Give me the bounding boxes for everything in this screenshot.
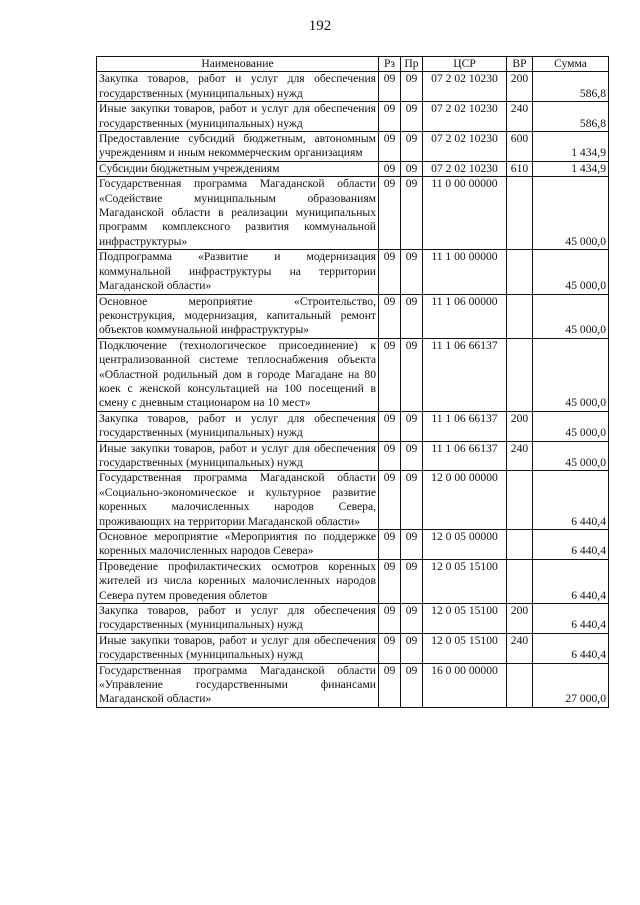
cell-vr: [507, 294, 533, 338]
cell-name: Закупка товаров, работ и услуг для обеспечения государственных (муниципальных) нужд: [97, 411, 379, 441]
cell-csr: 11 0 00 00000: [423, 177, 507, 250]
cell-sum: 1 434,9: [533, 132, 609, 162]
table-body: [97, 72, 609, 707]
table-row: [97, 663, 609, 707]
cell-vr: [507, 530, 533, 560]
cell-vr: [507, 177, 533, 250]
cell-rz: 09: [379, 102, 401, 132]
cell-csr: 16 0 00 00000: [423, 663, 507, 707]
cell-rz: 09: [379, 250, 401, 294]
cell-pr: 09: [401, 177, 423, 250]
table-row: [97, 102, 609, 132]
header-vr: ВР: [507, 57, 533, 72]
cell-vr: 240: [507, 102, 533, 132]
cell-pr: 09: [401, 559, 423, 603]
cell-csr: 07 2 02 10230: [423, 132, 507, 162]
cell-rz: 09: [379, 663, 401, 707]
cell-name: Государственная программа Магаданской области «Управление государственными финансами Магаданской области»: [97, 663, 379, 707]
cell-vr: 200: [507, 411, 533, 441]
cell-name: Подключение (технологическое присоединение) к централизованной системе теплоснабжения объекта «Областной родильный дом в городе Магадане на 80 коек с женской консультацией на 100 посещений в смену с дневным стационаром на 10 мест»: [97, 338, 379, 411]
cell-pr: 09: [401, 338, 423, 411]
cell-pr: 09: [401, 471, 423, 530]
header-csr: ЦСР: [423, 57, 507, 72]
cell-vr: 200: [507, 72, 533, 102]
header-name: Наименование: [97, 57, 379, 72]
cell-csr: 11 1 06 66137: [423, 338, 507, 411]
cell-csr: 07 2 02 10230: [423, 72, 507, 102]
table-row: [97, 294, 609, 338]
cell-sum: 45 000,0: [533, 177, 609, 250]
cell-vr: 600: [507, 132, 533, 162]
cell-rz: 09: [379, 441, 401, 471]
cell-sum: 45 000,0: [533, 338, 609, 411]
page-number: 192: [308, 18, 332, 34]
cell-sum: 45 000,0: [533, 411, 609, 441]
cell-name: Государственная программа Магаданской области «Социально-экономическое и культурное развитие коренных малочисленных народов Севера, проживающих на территории Магаданской области»: [97, 471, 379, 530]
cell-pr: 09: [401, 102, 423, 132]
cell-name: Иные закупки товаров, работ и услуг для обеспечения государственных (муниципальных) нужд: [97, 102, 379, 132]
header-sum: Сумма: [533, 57, 609, 72]
cell-pr: 09: [401, 161, 423, 176]
cell-name: Закупка товаров, работ и услуг для обеспечения государственных (муниципальных) нужд: [97, 604, 379, 634]
cell-name: Закупка товаров, работ и услуг для обеспечения государственных (муниципальных) нужд: [97, 72, 379, 102]
cell-csr: 11 1 00 00000: [423, 250, 507, 294]
cell-rz: 09: [379, 633, 401, 663]
cell-rz: 09: [379, 294, 401, 338]
cell-name: Субсидии бюджетным учреждениям: [97, 161, 379, 176]
cell-rz: 09: [379, 604, 401, 634]
cell-pr: 09: [401, 250, 423, 294]
cell-csr: 11 1 06 00000: [423, 294, 507, 338]
cell-name: Иные закупки товаров, работ и услуг для обеспечения государственных (муниципальных) нужд: [97, 441, 379, 471]
cell-vr: [507, 471, 533, 530]
cell-pr: 09: [401, 604, 423, 634]
cell-rz: 09: [379, 161, 401, 176]
cell-sum: 27 000,0: [533, 663, 609, 707]
cell-sum: 45 000,0: [533, 441, 609, 471]
cell-csr: 07 2 02 10230: [423, 102, 507, 132]
table-row: [97, 633, 609, 663]
cell-sum: 6 440,4: [533, 559, 609, 603]
cell-vr: [507, 250, 533, 294]
cell-sum: 586,8: [533, 72, 609, 102]
cell-csr: 12 0 05 15100: [423, 559, 507, 603]
budget-table: [96, 56, 609, 708]
cell-pr: 09: [401, 441, 423, 471]
table-row: [97, 530, 609, 560]
cell-pr: 09: [401, 633, 423, 663]
table-row: [97, 559, 609, 603]
cell-vr: 610: [507, 161, 533, 176]
cell-pr: 09: [401, 530, 423, 560]
cell-rz: 09: [379, 177, 401, 250]
cell-sum: 45 000,0: [533, 250, 609, 294]
table-row: [97, 338, 609, 411]
table-row: [97, 161, 609, 176]
cell-rz: 09: [379, 471, 401, 530]
table-row: [97, 411, 609, 441]
cell-sum: 1 434,9: [533, 161, 609, 176]
cell-csr: 07 2 02 10230: [423, 161, 507, 176]
table-row: [97, 132, 609, 162]
cell-name: Государственная программа Магаданской области «Содействие муниципальным образованиям Магаданской области в реализации муниципальных программ комплексного развития коммунальной инфраструктуры»: [97, 177, 379, 250]
cell-csr: 12 0 05 15100: [423, 633, 507, 663]
cell-name: Проведение профилактических осмотров коренных жителей из числа коренных малочисленных народов Севера путем проведения облетов: [97, 559, 379, 603]
cell-vr: 200: [507, 604, 533, 634]
cell-rz: 09: [379, 132, 401, 162]
cell-pr: 09: [401, 294, 423, 338]
cell-name: Предоставление субсидий бюджетным, автономным учреждениям и иным некоммерческим организациям: [97, 132, 379, 162]
cell-rz: 09: [379, 530, 401, 560]
table-row: [97, 441, 609, 471]
cell-pr: 09: [401, 72, 423, 102]
cell-csr: 12 0 05 00000: [423, 530, 507, 560]
cell-csr: 11 1 06 66137: [423, 411, 507, 441]
cell-csr: 12 0 00 00000: [423, 471, 507, 530]
cell-pr: 09: [401, 132, 423, 162]
cell-name: Подпрограмма «Развитие и модернизация коммунальной инфраструктуры на территории Магаданской области»: [97, 250, 379, 294]
cell-name: Иные закупки товаров, работ и услуг для обеспечения государственных (муниципальных) нужд: [97, 633, 379, 663]
table-row: [97, 250, 609, 294]
cell-name: Основное мероприятие «Мероприятия по поддержке коренных малочисленных народов Севера»: [97, 530, 379, 560]
cell-rz: 09: [379, 411, 401, 441]
cell-vr: [507, 338, 533, 411]
cell-vr: 240: [507, 441, 533, 471]
cell-sum: 6 440,4: [533, 530, 609, 560]
table-header-row: [97, 57, 609, 72]
cell-sum: 6 440,4: [533, 604, 609, 634]
table-row: [97, 72, 609, 102]
cell-csr: 11 1 06 66137: [423, 441, 507, 471]
table-row: [97, 471, 609, 530]
cell-sum: 6 440,4: [533, 471, 609, 530]
header-pr: Пр: [401, 57, 423, 72]
cell-sum: 45 000,0: [533, 294, 609, 338]
cell-pr: 09: [401, 663, 423, 707]
cell-vr: 240: [507, 633, 533, 663]
cell-vr: [507, 663, 533, 707]
cell-csr: 12 0 05 15100: [423, 604, 507, 634]
table-row: [97, 604, 609, 634]
cell-rz: 09: [379, 72, 401, 102]
cell-rz: 09: [379, 559, 401, 603]
cell-vr: [507, 559, 533, 603]
header-rz: Рз: [379, 57, 401, 72]
cell-sum: 586,8: [533, 102, 609, 132]
cell-name: Основное мероприятие «Строительство, реконструкция, модернизация, капитальный ремонт объектов коммунальной инфраструктуры»: [97, 294, 379, 338]
table-row: [97, 177, 609, 250]
cell-rz: 09: [379, 338, 401, 411]
cell-pr: 09: [401, 411, 423, 441]
cell-sum: 6 440,4: [533, 633, 609, 663]
